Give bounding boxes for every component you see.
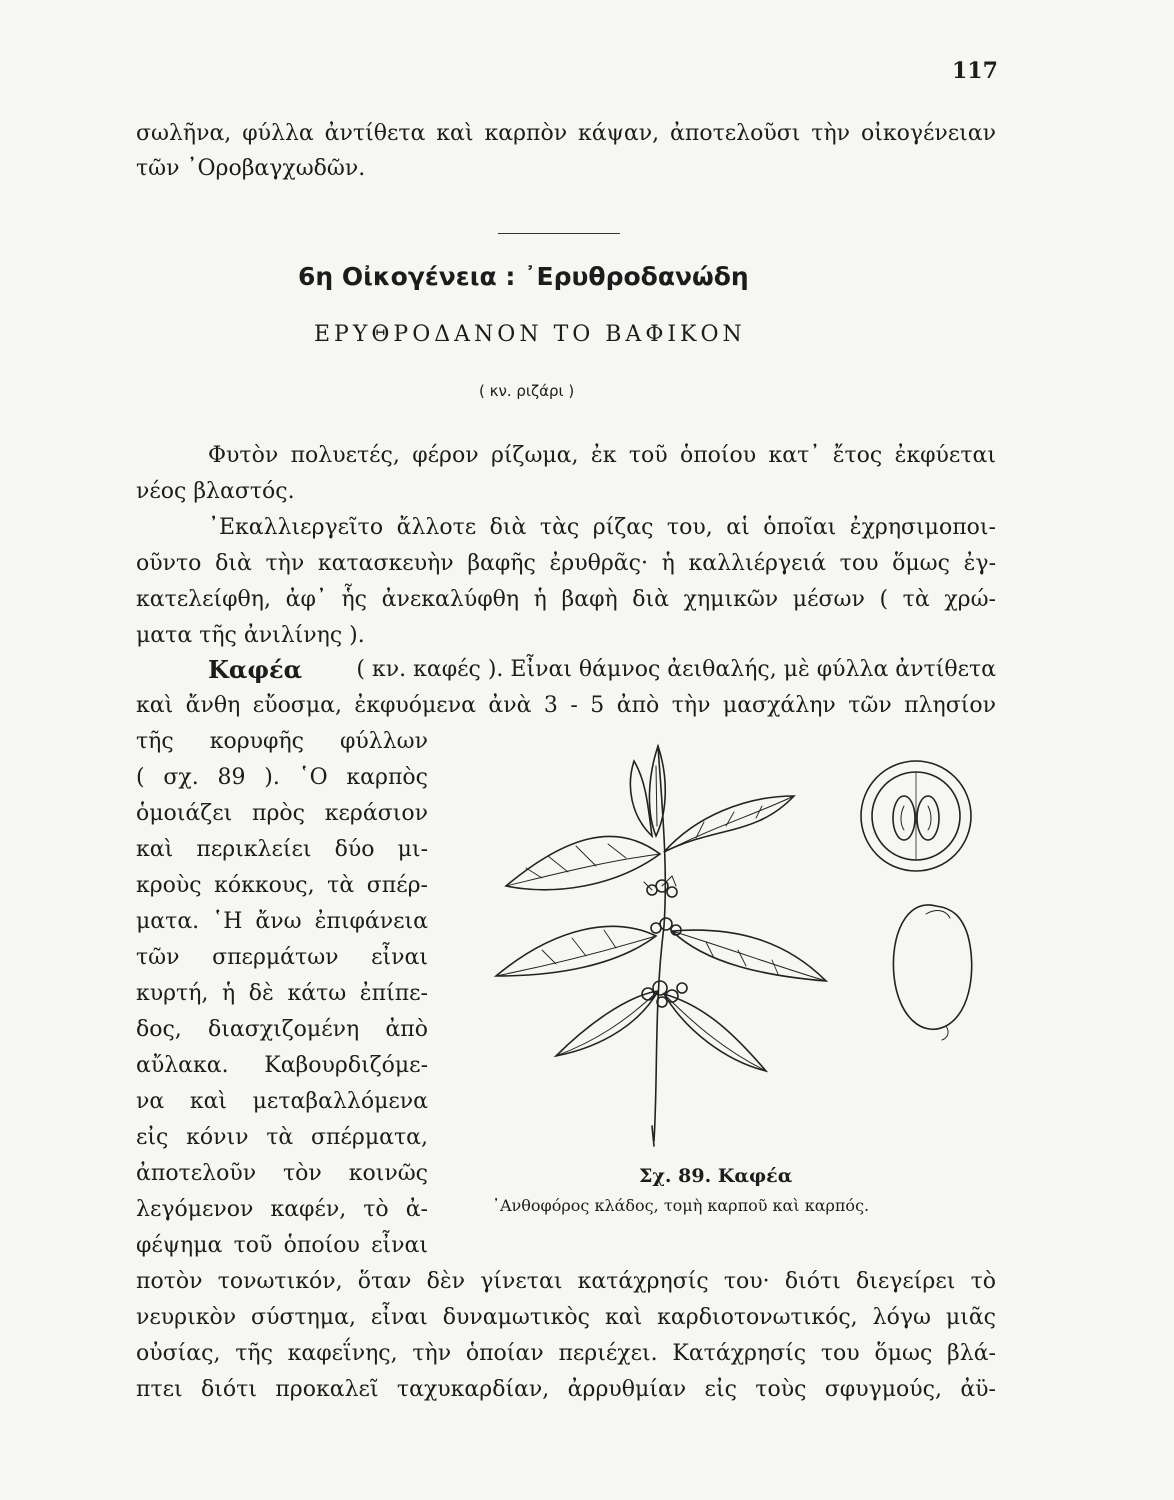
closing-line: ποτὸν τονωτικόν, ὅταν δὲν γίνεται κατάχρησίς του· διότι διεγείρει τὸ [136, 1269, 996, 1294]
paragraph-line: νέος βλαστός. [136, 479, 295, 504]
figure-description: ᾿Ανθοφόρος κλάδος, τομὴ καρποῦ καὶ καρπός. [492, 1196, 870, 1215]
paragraph-line: κατελείφθη, ἀφ᾿ ἧς ἀνεκαλύφθη ἡ βαφὴ διὰ χημικῶν μέσων ( τὰ χρώ- [136, 587, 996, 612]
intro-line-2: τῶν ᾿Οροβαγχωδῶν. [136, 156, 366, 181]
narrow-line: λεγόμενον καφέν, τὸ ἀ- [136, 1197, 428, 1222]
narrow-line: ἀποτελοῦν τὸν κοινῶς [136, 1161, 428, 1186]
narrow-line: κροὺς κόκκους, τὰ σπέρ- [136, 873, 428, 898]
figure-caption: Σχ. 89. Καφέα [639, 1165, 793, 1187]
coffee-plant-illustration [476, 726, 996, 1166]
narrow-line: τῆς κορυφῆς φύλλων [136, 729, 428, 754]
narrow-line: κυρτή, ἡ δὲ κάτω ἐπίπε- [136, 981, 428, 1006]
narrow-line: ματα. ῾Η ἄνω ἐπιφάνεια [136, 909, 428, 934]
narrow-line: καὶ περικλείει δύο μι- [136, 837, 428, 862]
intro-line-1: σωλῆνα, φύλλα ἀντίθετα καὶ καρπὸν κάψαν, ἀποτελοῦσι τὴν οἰκογένειαν [136, 121, 996, 146]
kafea-term: Καφέα [208, 655, 303, 684]
section-divider [498, 233, 620, 234]
plant-common-name: ( κν. ριζάρι ) [479, 382, 575, 400]
family-heading: 6η Οἰκογένεια : ᾿Ερυθροδανώδη [298, 262, 749, 291]
kafea-line-1 [208, 654, 996, 686]
narrow-line: ὁμοιάζει πρὸς κεράσιον [136, 801, 428, 826]
kafea-line-2: καὶ ἄνθη εὔοσμα, ἐκφυόμενα ἀνὰ 3 - 5 ἀπὸ τὴν μασχάλην τῶν πλησίον [136, 693, 996, 718]
paragraph-line: Φυτὸν πολυετές, φέρον ρίζωμα, ἐκ τοῦ ὁποίου κατ᾿ ἔτος ἐκφύεται [208, 443, 996, 468]
closing-line: οὐσίας, τῆς καφεΐνης, τὴν ὁποίαν περιέχει. Κατάχρησίς του ὅμως βλά- [136, 1341, 996, 1366]
paragraph-line: οῦντο διὰ τὴν κατασκευὴν βαφῆς ἐρυθρᾶς· ἡ καλλιέργειά του ὅμως ἐγ- [136, 551, 996, 576]
paragraph-line: ᾿Εκαλλιεργεῖτο ἄλλοτε διὰ τὰς ρίζας του, αἱ ὁποῖαι ἐχρησιμοποι- [208, 515, 996, 540]
narrow-line: δος, διασχιζομένη ἀπὸ [136, 1017, 428, 1042]
narrow-line: εἰς κόνιν τὰ σπέρματα, [136, 1125, 428, 1150]
page-number: 117 [952, 58, 998, 84]
closing-line: νευρικὸν σύστημα, εἶναι δυναμωτικὸς καὶ καρδιοτονωτικός, λόγω μιᾶς [136, 1305, 996, 1330]
kafea-line-1-text: ( κν. καφές ). Εἶναι θάμνος ἀειθαλής, μὲ φύλλα ἀντίθετα [356, 657, 996, 682]
narrow-line: τῶν σπερμάτων εἶναι [136, 945, 428, 970]
narrow-line: αὔλακα. Καβουρδιζόμε- [136, 1053, 428, 1078]
plant-latin-name: ΕΡΥΘΡΟΔΑΝΟΝ ΤΟ ΒΑΦΙΚΟΝ [314, 322, 746, 347]
narrow-line: φέψημα τοῦ ὁποίου εἶναι [136, 1233, 428, 1258]
closing-line: πτει διότι προκαλεῖ ταχυκαρδίαν, ἀρρυθμίαν εἰς τοὺς σφυγμούς, ἀϋ- [136, 1377, 996, 1402]
paragraph-line: ματα τῆς ἀνιλίνης ). [136, 623, 365, 648]
narrow-line: ( σχ. 89 ). ῾Ο καρπὸς [136, 765, 428, 790]
narrow-line: να καὶ μεταβαλλόμενα [136, 1089, 428, 1114]
